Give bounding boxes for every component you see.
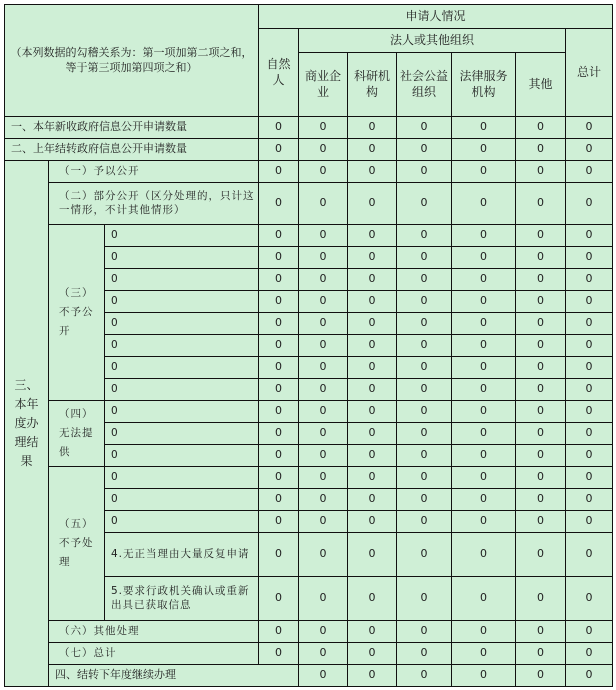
cell-value: 0: [259, 335, 299, 357]
cell-value: 0: [516, 183, 566, 225]
cell-value: 0: [566, 423, 613, 445]
cell-value: 0: [299, 313, 348, 335]
cell-value: 0: [566, 269, 613, 291]
cell-value: 0: [348, 379, 397, 401]
other-header: 其他: [516, 53, 566, 117]
cell-value: 0: [452, 533, 516, 577]
cell-value: 0: [348, 467, 397, 489]
cell-value: 0: [516, 467, 566, 489]
cell-value: 0: [259, 247, 299, 269]
cell-value: 0: [397, 247, 452, 269]
cell-value: 0: [397, 423, 452, 445]
cell-value: 0: [516, 313, 566, 335]
cell-value: 0: [397, 621, 452, 643]
cell-value: 0: [452, 313, 516, 335]
cell-value: 0: [299, 445, 348, 467]
item-label: 0: [105, 379, 259, 401]
cell-value: 0: [516, 643, 566, 665]
cell-value: 0: [516, 357, 566, 379]
cell-value: 0: [516, 665, 566, 687]
cell-value: 0: [566, 139, 613, 161]
total-header: 总计: [566, 29, 613, 117]
item-label: 0: [105, 423, 259, 445]
row-label: （七）总计: [49, 643, 259, 665]
cell-value: 0: [348, 269, 397, 291]
item-label: 0: [105, 467, 259, 489]
cell-value: 0: [516, 139, 566, 161]
cell-value: 0: [566, 335, 613, 357]
cell-value: 0: [348, 247, 397, 269]
cell-value: 0: [348, 335, 397, 357]
cell-value: 0: [397, 643, 452, 665]
cell-value: 0: [259, 139, 299, 161]
cell-value: 0: [516, 117, 566, 139]
cell-value: 0: [299, 291, 348, 313]
cell-value: 0: [259, 379, 299, 401]
cell-value: 0: [348, 291, 397, 313]
item-label: 0: [105, 313, 259, 335]
cell-value: 0: [566, 445, 613, 467]
cell-value: 0: [397, 445, 452, 467]
row-label: （六）其他处理: [49, 621, 259, 643]
cell-value: 0: [397, 139, 452, 161]
item-label: 0: [105, 335, 259, 357]
cell-value: 0: [259, 401, 299, 423]
row-label: 二、上年结转政府信息公开申请数量: [5, 139, 259, 161]
cell-value: 0: [566, 225, 613, 247]
cell-value: 0: [397, 467, 452, 489]
cell-value: 0: [452, 643, 516, 665]
cell-value: 0: [259, 313, 299, 335]
cell-value: 0: [299, 489, 348, 511]
item-label: 0: [105, 357, 259, 379]
cell-value: 0: [452, 269, 516, 291]
item-label: 0: [105, 247, 259, 269]
cell-value: 0: [516, 335, 566, 357]
cell-value: 0: [452, 445, 516, 467]
cell-value: 0: [348, 183, 397, 225]
cell-value: 0: [452, 225, 516, 247]
cell-value: 0: [566, 643, 613, 665]
cell-value: 0: [566, 247, 613, 269]
cell-value: 0: [397, 511, 452, 533]
cell-value: 0: [348, 423, 397, 445]
legal-group-header: 法人或其他组织: [299, 29, 566, 53]
social-header: 社会公益组织: [397, 53, 452, 117]
research-header: 科研机构: [348, 53, 397, 117]
cell-value: 0: [397, 379, 452, 401]
cell-value: 0: [452, 379, 516, 401]
cell-value: 0: [299, 577, 348, 621]
row-label: （一）予以公开: [49, 161, 259, 183]
cell-value: 0: [397, 183, 452, 225]
group-four-label: （四）无法提供: [49, 401, 105, 467]
section-three-label: 三、本年度办理结果: [5, 161, 49, 687]
cell-value: 0: [452, 423, 516, 445]
cell-value: 0: [299, 183, 348, 225]
cell-value: 0: [259, 291, 299, 313]
disclosure-table: [4, 4, 613, 687]
item-label: 0: [105, 269, 259, 291]
item-label: 0: [105, 401, 259, 423]
cell-value: 0: [516, 489, 566, 511]
cell-value: 0: [516, 247, 566, 269]
cell-value: 0: [397, 225, 452, 247]
cell-value: 0: [299, 335, 348, 357]
item-label: 0: [105, 511, 259, 533]
cell-value: 0: [348, 401, 397, 423]
cell-value: 0: [566, 161, 613, 183]
cell-value: 0: [259, 511, 299, 533]
cell-value: 0: [566, 467, 613, 489]
cell-value: 0: [299, 379, 348, 401]
cell-value: 0: [299, 621, 348, 643]
cell-value: 0: [452, 467, 516, 489]
cell-value: 0: [566, 489, 613, 511]
cell-value: 0: [348, 161, 397, 183]
cell-value: 0: [566, 313, 613, 335]
cell-value: 0: [397, 335, 452, 357]
cell-value: 0: [397, 665, 452, 687]
cell-value: 0: [452, 183, 516, 225]
cell-value: 0: [516, 379, 566, 401]
cell-value: 0: [299, 117, 348, 139]
cell-value: 0: [348, 665, 397, 687]
cell-value: 0: [566, 291, 613, 313]
group-three-label: （三）不予公开: [49, 225, 105, 401]
cell-value: 0: [566, 357, 613, 379]
cell-value: 0: [259, 533, 299, 577]
cell-value: 0: [299, 511, 348, 533]
cell-value: 0: [299, 357, 348, 379]
cell-value: 0: [259, 161, 299, 183]
cell-value: 0: [348, 313, 397, 335]
cell-value: 0: [348, 511, 397, 533]
cell-value: 0: [516, 511, 566, 533]
cell-value: 0: [516, 577, 566, 621]
cell-value: 0: [452, 665, 516, 687]
cell-value: 0: [452, 291, 516, 313]
cell-value: 0: [516, 161, 566, 183]
cell-value: 0: [452, 511, 516, 533]
cell-value: 0: [516, 533, 566, 577]
cell-value: 0: [397, 291, 452, 313]
cell-value: 0: [452, 357, 516, 379]
cell-value: 0: [452, 577, 516, 621]
law-header: 法律服务机构: [452, 53, 516, 117]
cell-value: 0: [299, 247, 348, 269]
cell-value: 0: [566, 511, 613, 533]
cell-value: 0: [299, 533, 348, 577]
cell-value: 0: [516, 621, 566, 643]
row-label: 一、本年新收政府信息公开申请数量: [5, 117, 259, 139]
cell-value: 0: [259, 117, 299, 139]
cell-value: 0: [397, 161, 452, 183]
cell-value: 0: [452, 161, 516, 183]
cell-value: 0: [566, 117, 613, 139]
item-label: 5.要求行政机关确认或重新出具已获取信息: [105, 577, 259, 621]
cell-value: 0: [348, 225, 397, 247]
cell-value: 0: [566, 533, 613, 577]
cell-value: 0: [299, 467, 348, 489]
cell-value: 0: [259, 183, 299, 225]
cell-value: 0: [566, 621, 613, 643]
cell-value: 0: [299, 139, 348, 161]
cell-value: 0: [566, 183, 613, 225]
cell-value: 0: [516, 225, 566, 247]
cell-value: 0: [348, 643, 397, 665]
cell-value: 0: [397, 357, 452, 379]
applicant-header: 申请人情况: [259, 5, 613, 29]
cell-value: 0: [259, 357, 299, 379]
cell-value: 0: [259, 423, 299, 445]
cell-value: 0: [516, 291, 566, 313]
cell-value: 0: [516, 445, 566, 467]
cell-value: 0: [348, 117, 397, 139]
group-five-label: （五）不予处理: [49, 467, 105, 621]
cell-value: 0: [348, 139, 397, 161]
cell-value: 0: [516, 401, 566, 423]
cell-value: 0: [259, 269, 299, 291]
cell-value: 0: [348, 577, 397, 621]
cell-value: 0: [452, 401, 516, 423]
cell-value: 0: [566, 379, 613, 401]
cell-value: 0: [299, 423, 348, 445]
item-label: 0: [105, 489, 259, 511]
item-label: 0: [105, 445, 259, 467]
cell-value: 0: [259, 225, 299, 247]
cell-value: 0: [397, 117, 452, 139]
natural-person-header: 自然人: [259, 29, 299, 117]
cell-value: 0: [259, 445, 299, 467]
cell-value: 0: [452, 117, 516, 139]
cell-value: 0: [348, 445, 397, 467]
cell-value: 0: [299, 401, 348, 423]
cell-value: 0: [452, 139, 516, 161]
cell-value: 0: [299, 269, 348, 291]
cell-value: 0: [397, 401, 452, 423]
cell-value: 0: [452, 335, 516, 357]
table-note: （本列数据的勾稽关系为：第一项加第二项之和，等于第三项加第四项之和）: [5, 5, 259, 117]
cell-value: 0: [348, 357, 397, 379]
cell-value: 0: [397, 269, 452, 291]
cell-value: 0: [397, 533, 452, 577]
row-label: 四、结转下年度继续办理: [49, 665, 299, 687]
item-label: 0: [105, 291, 259, 313]
cell-value: 0: [516, 269, 566, 291]
cell-value: 0: [397, 313, 452, 335]
cell-value: 0: [566, 577, 613, 621]
cell-value: 0: [452, 247, 516, 269]
cell-value: 0: [259, 621, 299, 643]
cell-value: 0: [566, 665, 613, 687]
cell-value: 0: [348, 621, 397, 643]
cell-value: 0: [566, 401, 613, 423]
cell-value: 0: [259, 489, 299, 511]
row-label: （二）部分公开（区分处理的，只计这一情形，不计其他情形）: [49, 183, 259, 225]
item-label: 0: [105, 225, 259, 247]
business-header: 商业企业: [299, 53, 348, 117]
cell-value: 0: [299, 225, 348, 247]
cell-value: 0: [259, 577, 299, 621]
cell-value: 0: [299, 161, 348, 183]
cell-value: 0: [397, 577, 452, 621]
cell-value: 0: [452, 621, 516, 643]
cell-value: 0: [299, 643, 348, 665]
cell-value: 0: [348, 533, 397, 577]
cell-value: 0: [516, 423, 566, 445]
cell-value: 0: [299, 665, 348, 687]
cell-value: 0: [259, 467, 299, 489]
cell-value: 0: [397, 489, 452, 511]
item-label: 4.无正当理由大量反复申请: [105, 533, 259, 577]
cell-value: 0: [452, 489, 516, 511]
cell-value: 0: [259, 643, 299, 665]
cell-value: 0: [348, 489, 397, 511]
